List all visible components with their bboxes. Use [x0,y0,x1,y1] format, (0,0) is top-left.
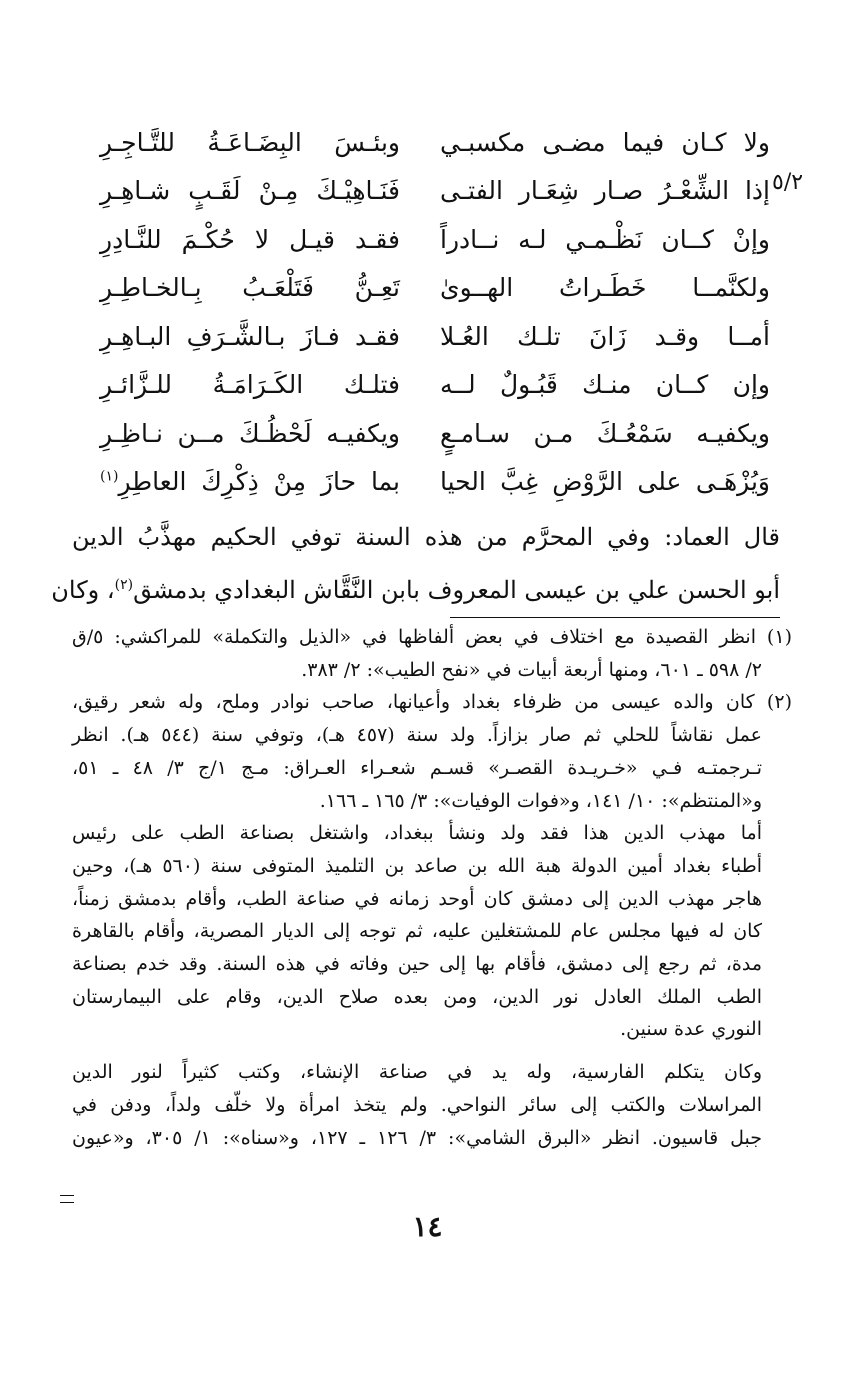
verse-line [100,167,770,216]
verse-first-hemistich: وإنْ كــان نَظْـمـي لـه نــادراً [440,224,770,254]
footnote-2-line: تـرجمتـه فـي «خـريـدة القصـر» قسـم شعـراء العـراق: مـج ١/ج ٣/ ٤٨ ـ ٥١، [72,756,762,779]
verse-line [100,361,770,410]
body-line-1: قال العماد: وفي المحرَّم من هذه السنة توفي الحكيم مهذَّبُ الدين [72,523,780,551]
verse-second-hemistich: فتلـك الكَـرَامَـةُ للـزَّائـرِ [100,370,400,400]
verse-line [100,264,770,313]
footnote-separator [450,617,780,618]
footnote-paragraph-line: مدة، ثم رجع إلى دمشق، فأقام بها إلى حين وفاته في هذه السنة. وقد خدم بصناعة [72,953,762,976]
verse-second-hemistich: وبئـسَ البِضَـاعَـةُ للتَّـاجِـرِ [100,127,400,157]
footnote-paragraph-line: هاجر مهذب الدين إلى دمشق كان أوحد زمانه في صناعة الطب، وأقام بدمشق زمناً، [72,887,762,910]
verse-first-hemistich: إذا الشِّعْـرُ صـار شِعَـار الفتـى [440,176,770,206]
verse-second-hemistich [100,467,400,496]
footnotes [72,621,792,1154]
footnote-1-line: ٢/ ٥٩٨ ـ ٦٠١، ومنها أربعة أبيات في «نفح الطيب»: ٢/ ٣٨٣. [301,658,762,681]
footnote-paragraph-line: أطباء بغداد أمين الدولة هبة الله بن صاعد بن التلميذ المتوفى سنة (٥٦٠ هـ)، وحين [72,854,763,877]
verse-second-hemistich: فقـد فـازَ بـالشَّـرَفِ البـاهِـرِ [100,321,400,351]
footnote-paragraph-line: وكان يتكلم الفارسية، وله يد في صناعة الإنشاء، وكتب كثيراً لنور الدين [72,1061,762,1084]
verse-line [100,215,770,264]
poem-verses [100,118,770,506]
footnote-ref-2: (٢) [114,577,134,593]
verse-first-hemistich: وإن كــان منـك قَبُـولٌ لــه [440,370,770,400]
footnote-ref-1: (١) [100,468,119,485]
footnote-2-line: و«المنتظم»: ١٠/ ١٤١، و«فوات الوفيات»: ٣/ ١٦٥ ـ ١٦٦. [319,789,762,812]
footnote-1-line: (١) انظر القصيدة مع اختلاف في بعض ألفاظها في «الذيل والتكملة» للمراكشي: ٥/ق [72,626,792,648]
verse-line [100,118,770,167]
body-paragraph [51,513,780,614]
verse-first-hemistich: أمــا وقـد زَانَ تلـك العُـلا [440,321,770,351]
footnote-paragraph-line: أما مهذب الدين هذا فقد ولد ونشأ ببغداد، واشتغل بصناعة الطب على رئيس [72,822,762,845]
verse-line [100,458,770,507]
verse-first-hemistich: وَيُزْهَـى على الرَّوْضِ غِبَّ الحيا [440,467,770,497]
verse-second-hemistich: تَعِـنُّ فَتَلْعَـبُ بِـالخـاطِـرِ [100,273,400,303]
body-text: أبو الحسن علي بن عيسى المعروف بابن النَّقَّاش البغدادي بدمشق [133,576,780,604]
verse-text: بما حازَ مِنْ ذِكْرِكَ العاطِرِ [118,467,400,497]
verse-first-hemistich: ولكنَّمــا خَطَـراتُ الهــوىٰ [440,273,770,303]
footnote-paragraph-line: النوري عدة سنين. [620,1018,762,1041]
body-text-end: ، وكان [51,576,115,604]
margin-reference: ٥/٢ [772,170,804,195]
body-line-2 [51,561,780,614]
verse-second-hemistich: فَنَـاهِيْـكَ مِـنْ لَقَـبٍ شـاهِـرِ [100,176,400,206]
footnote-2-line: (٢) كان والده عيسى من ظرفاء بغداد وأعيانها، صاحب نوادر وملح، وله شعر رقيق، [72,691,792,714]
verse-second-hemistich: فقـد قيـل لا حُكْـمَ للنَّـادِرِ [100,224,400,254]
continuation-mark [60,1195,74,1203]
footnote-paragraph-line: المراسلات والكتب إلى سائر النواحي. ولم يتخذ امرأة ولا خلّف ولداً، ودفن في [72,1093,762,1116]
verse-line [100,409,770,458]
verse-first-hemistich: ويكفيـه سَمْعُـكَ مـن سـامـعٍ [440,418,770,448]
verse-second-hemistich: ويكفيـه لَحْظُـكَ مــن نـاظِـرِ [100,418,400,448]
verse-line [100,312,770,361]
verse-first-hemistich: ولا كـان فيما مضـى مكسبـي [440,127,770,157]
footnote-paragraph-line: كان له فيها مجلس عام للمشتغلين عليه، ثم توجه إلى الديار المصرية، وأقام بالقاهرة [72,920,762,943]
footnote-2-line: عمل نقاشاً للحلي ثم صار بزازاً. ولد سنة (٤٥٧ هـ)، وتوفي سنة (٥٤٤ هـ). انظر [72,724,762,747]
page-number: ١٤ [412,1210,443,1243]
footnote-paragraph-line: جبل قاسيون. انظر «البرق الشامي»: ٣/ ١٢٦ ـ ١٢٧، و«سناه»: ١/ ٣٠٥، و«عيون [72,1126,762,1149]
footnote-paragraph-line: الطب الملك العادل نور الدين، ومن بعده صلاح الدين، وقام على البيمارستان [72,985,762,1008]
